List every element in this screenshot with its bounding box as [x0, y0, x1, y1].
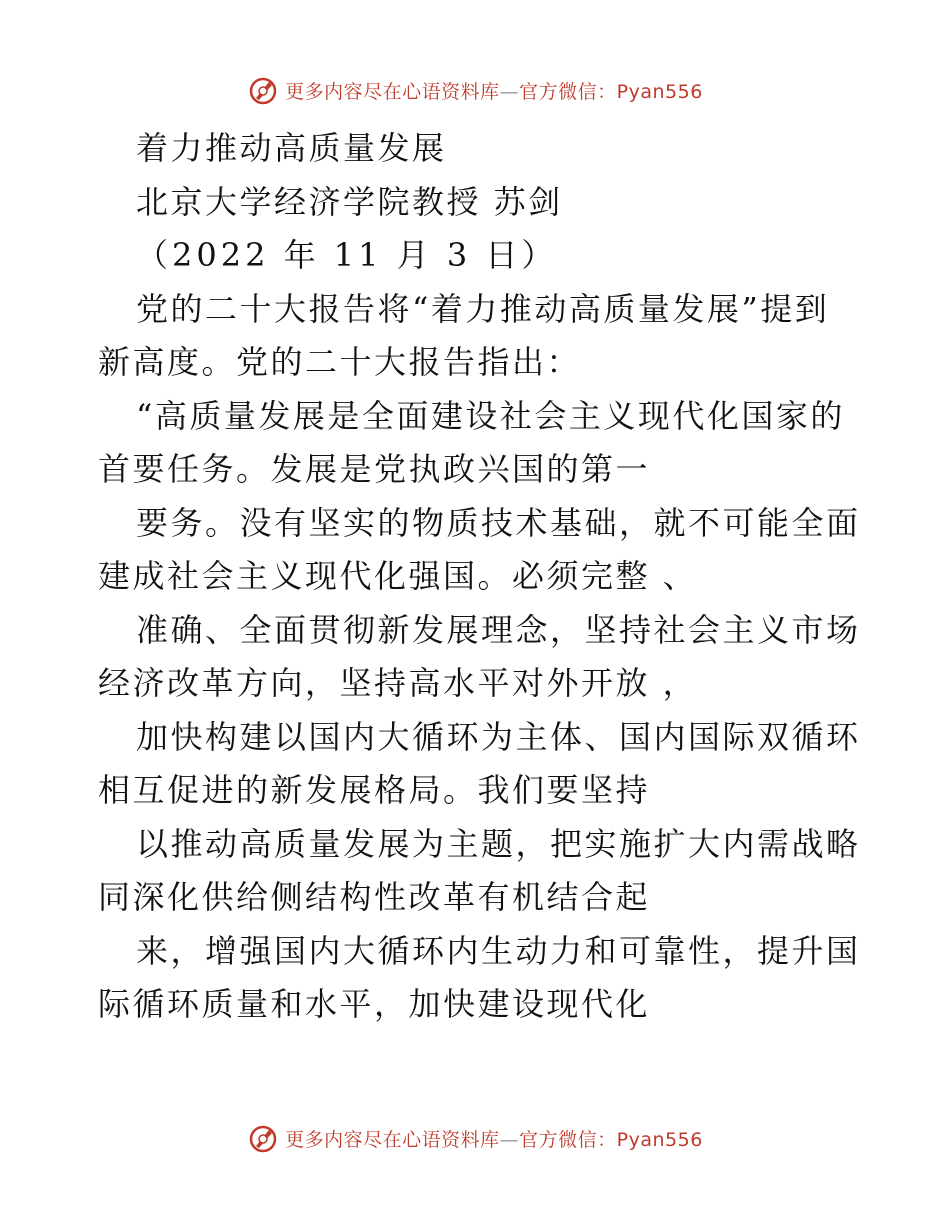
header-watermark-banner: [0, 70, 950, 110]
banner-wechat-text: 官方微信：Pyan556: [519, 80, 703, 103]
paragraph-line: 同深化供给侧结构性改革有机结合起: [98, 878, 651, 916]
pen-circle-logo-icon: [247, 1122, 279, 1154]
banner-main-text: 更多内容尽在心语资料库: [285, 1128, 500, 1151]
banner-dash: —: [499, 1128, 520, 1151]
banner-text: [285, 77, 703, 104]
paragraph-line: 新高度。党的二十大报告指出：: [98, 343, 582, 381]
article-body: [98, 122, 861, 1032]
article-title: 着力推动高质量发展: [136, 129, 447, 167]
banner-text: [285, 1125, 703, 1152]
paragraph-line: 来，增强国内大循环内生动力和可靠性，提升国: [136, 931, 861, 970]
paragraph-line: 首要任务。发展是党执政兴国的第一: [98, 450, 651, 488]
paragraph-line: 经济改革方向，坚持高水平对外开放 ，: [98, 664, 698, 702]
paragraph-line: 加快构建以国内大循环为主体、国内国际双循环: [136, 717, 861, 756]
paragraph-line: 要务。没有坚实的物质技术基础，就不可能全面: [136, 503, 861, 542]
banner-dash: —: [499, 80, 520, 103]
paragraph-line: 建成社会主义现代化强国。必须完整 、: [98, 557, 698, 595]
paragraph-line: “高质量发展是全面建设社会主义现代化国家的: [136, 396, 845, 435]
banner-wechat-text: 官方微信：Pyan556: [519, 1128, 703, 1151]
banner-main-text: 更多内容尽在心语资料库: [285, 80, 500, 103]
paragraph-line: 际循环质量和水平，加快建设现代化: [98, 985, 651, 1023]
footer-watermark-banner: [0, 1118, 950, 1158]
paragraph-line: 相互促进的新发展格局。我们要坚持: [98, 771, 651, 809]
pen-circle-logo-icon: [247, 74, 279, 106]
article-author: 北京大学经济学院教授 苏剑: [136, 182, 563, 221]
article-date: （2022 年 11 月 3 日）: [136, 236, 558, 274]
paragraph-line: 党的二十大报告将“着力推动高质量发展”提到: [136, 289, 830, 328]
paragraph-line: 以推动高质量发展为主题，把实施扩大内需战略: [136, 824, 861, 863]
paragraph-line: 准确、全面贯彻新发展理念，坚持社会主义市场: [136, 610, 861, 649]
